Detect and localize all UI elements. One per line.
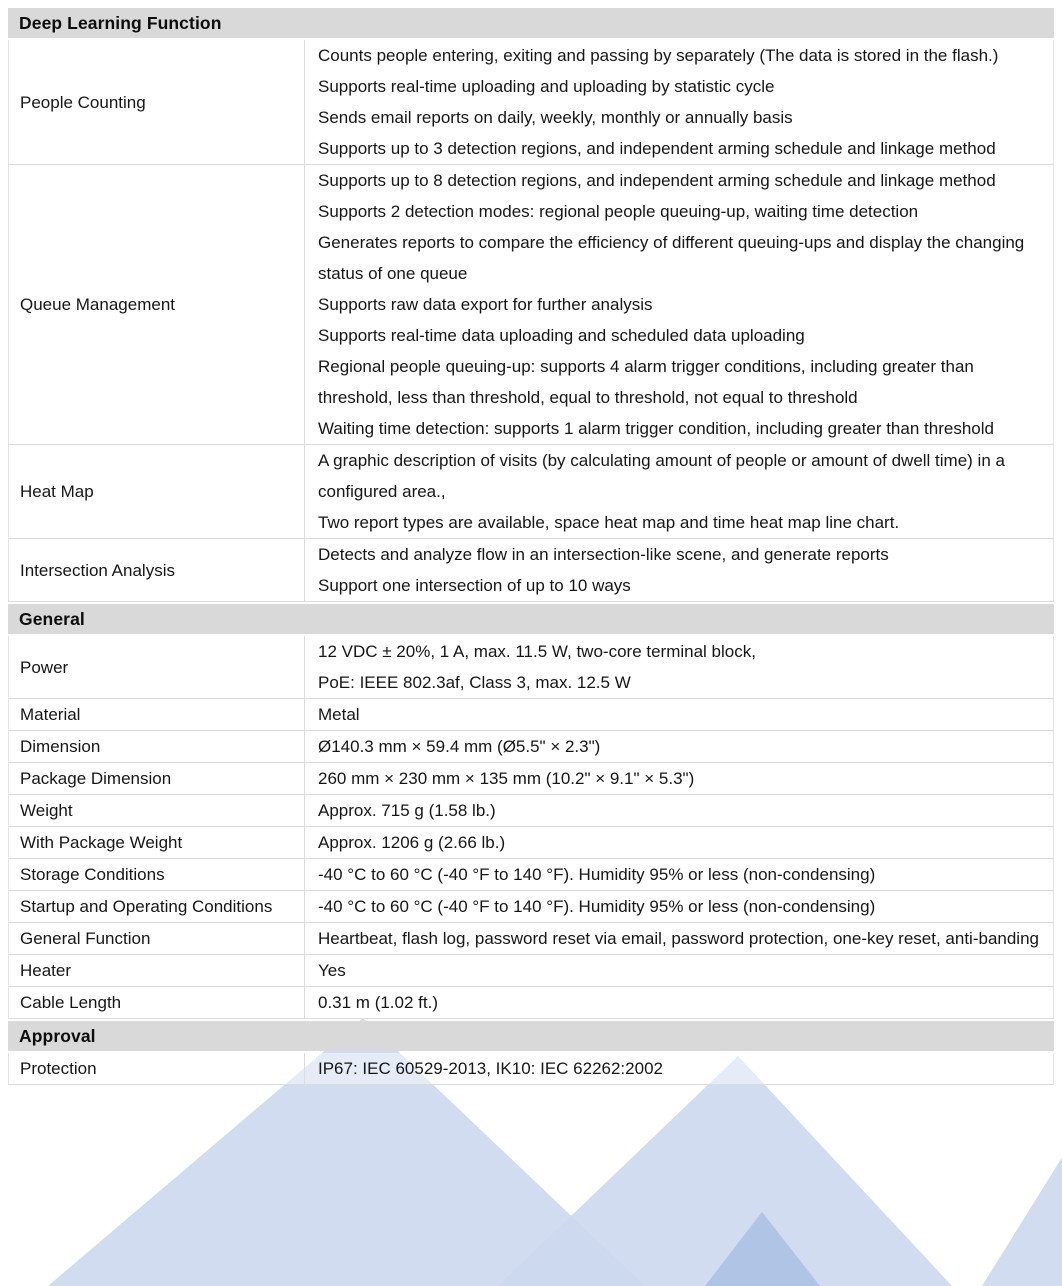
table-row [8,445,1054,539]
spec-value-line: PoE: IEEE 802.3af, Class 3, max. 12.5 W [318,673,631,692]
spec-value-line: -40 °C to 60 °C (-40 °F to 140 °F). Humidity 95% or less (non-condensing) [318,897,876,916]
spec-value-line: Sends email reports on daily, weekly, monthly or annually basis [318,108,793,127]
spec-value-line: Supports up to 8 detection regions, and independent arming schedule and linkage method [318,171,996,190]
spec-label-text: People Counting [20,92,146,112]
section-header: Deep Learning Function [8,8,1054,38]
spec-value-line: Counts people entering, exiting and passing by separately (The data is stored in the flash.) [318,46,999,65]
spec-value [305,731,1053,762]
spec-label-text: Intersection Analysis [20,560,175,580]
table-row [8,763,1054,795]
table-row [8,827,1054,859]
spec-value-line: Yes [318,961,346,980]
spec-label-text: Material [20,705,81,724]
spec-label [9,859,305,890]
watermark-triangle-center [498,1056,952,1286]
spec-value-line: Supports up to 3 detection regions, and independent arming schedule and linkage method [318,139,996,158]
spec-value-line: Generates reports to compare the efficiency of different queuing-ups and display the changing status of one queue [318,233,1025,283]
section-header: Approval [8,1021,1054,1051]
table-row [8,955,1054,987]
spec-value-line: A graphic description of visits (by calculating amount of people or amount of dwell time) in a configured area., [318,451,1005,501]
table-row [8,699,1054,731]
spec-table [8,8,1054,1085]
spec-label-text: Weight [20,801,73,820]
spec-label [9,40,305,164]
spec-label [9,445,305,538]
spec-label-text: Package Dimension [20,769,172,788]
table-row [8,891,1054,923]
table-row [8,539,1054,602]
table-row [8,636,1054,699]
spec-value-line: Approx. 715 g (1.58 lb.) [318,801,496,820]
spec-value-line: Waiting time detection: supports 1 alarm trigger condition, including greater than threshold [318,419,994,438]
spec-value [305,955,1053,986]
spec-value [305,859,1053,890]
spec-value [305,699,1053,730]
spec-label-text: Dimension [20,737,101,756]
spec-label [9,827,305,858]
spec-value-line: Metal [318,705,360,724]
spec-value [305,539,1053,601]
spec-value [305,987,1053,1018]
spec-label [9,731,305,762]
spec-value-line: Support one intersection of up to 10 ways [318,576,631,595]
spec-value-line: Supports real-time data uploading and scheduled data uploading [318,326,805,345]
spec-label-text: Protection [20,1059,97,1078]
spec-label [9,1053,305,1084]
spec-label [9,987,305,1018]
spec-value [305,795,1053,826]
spec-value-line: IP67: IEC 60529-2013, IK10: IEC 62262:2002 [318,1059,663,1078]
spec-label [9,699,305,730]
spec-value [305,445,1053,538]
spec-value [305,636,1053,698]
table-row [8,1053,1054,1085]
spec-value-line: Two report types are available, space heat map and time heat map line chart. [318,513,900,532]
spec-value-line: Heartbeat, flash log, password reset via email, password protection, one-key reset, anti-banding [318,929,1039,948]
spec-label-text: Heat Map [20,482,94,501]
spec-value [305,763,1053,794]
spec-label-text: Heater [20,961,72,980]
spec-label-text: Startup and Operating Conditions [20,897,273,916]
spec-value-line: 0.31 m (1.02 ft.) [318,993,438,1012]
spec-label-text: Power [20,657,69,677]
table-row [8,731,1054,763]
spec-label [9,955,305,986]
spec-label [9,795,305,826]
spec-label [9,165,305,444]
spec-value-line: Supports real-time uploading and uploading by statistic cycle [318,77,775,96]
table-row [8,795,1054,827]
spec-label-text: Queue Management [20,295,175,314]
spec-label [9,636,305,698]
spec-value-line: -40 °C to 60 °C (-40 °F to 140 °F). Humidity 95% or less (non-condensing) [318,865,876,884]
spec-value-line: Regional people queuing-up: supports 4 alarm trigger conditions, including greater than threshold, less than threshold, equal to threshold, not equal to threshold [318,357,974,407]
spec-label-text: Cable Length [20,993,122,1012]
spec-label [9,763,305,794]
spec-value-line: Approx. 1206 g (2.66 lb.) [318,833,506,852]
spec-value [305,40,1053,164]
spec-value [305,923,1053,954]
spec-label [9,891,305,922]
spec-label-text: Storage Conditions [20,865,165,884]
table-row [8,987,1054,1019]
table-row [8,859,1054,891]
spec-value [305,165,1053,444]
table-row [8,165,1054,445]
spec-label [9,923,305,954]
spec-value-line: Supports 2 detection modes: regional people queuing-up, waiting time detection [318,202,919,221]
table-row [8,923,1054,955]
spec-value [305,891,1053,922]
table-row [8,40,1054,165]
spec-value [305,827,1053,858]
spec-value-line: Supports raw data export for further analysis [318,295,653,314]
spec-label-text: General Function [20,929,151,948]
spec-label-text: With Package Weight [20,833,183,852]
spec-value-line: Ø140.3 mm × 59.4 mm (Ø5.5" × 2.3") [318,737,601,756]
spec-value-line: 260 mm × 230 mm × 135 mm (10.2" × 9.1" × 5.3") [318,769,695,788]
spec-value [305,1053,1053,1084]
section-header: General [8,604,1054,634]
spec-value-line: Detects and analyze flow in an intersection-like scene, and generate reports [318,545,889,564]
spec-label [9,539,305,601]
spec-value-line: 12 VDC ± 20%, 1 A, max. 11.5 W, two-core terminal block, [318,642,756,661]
